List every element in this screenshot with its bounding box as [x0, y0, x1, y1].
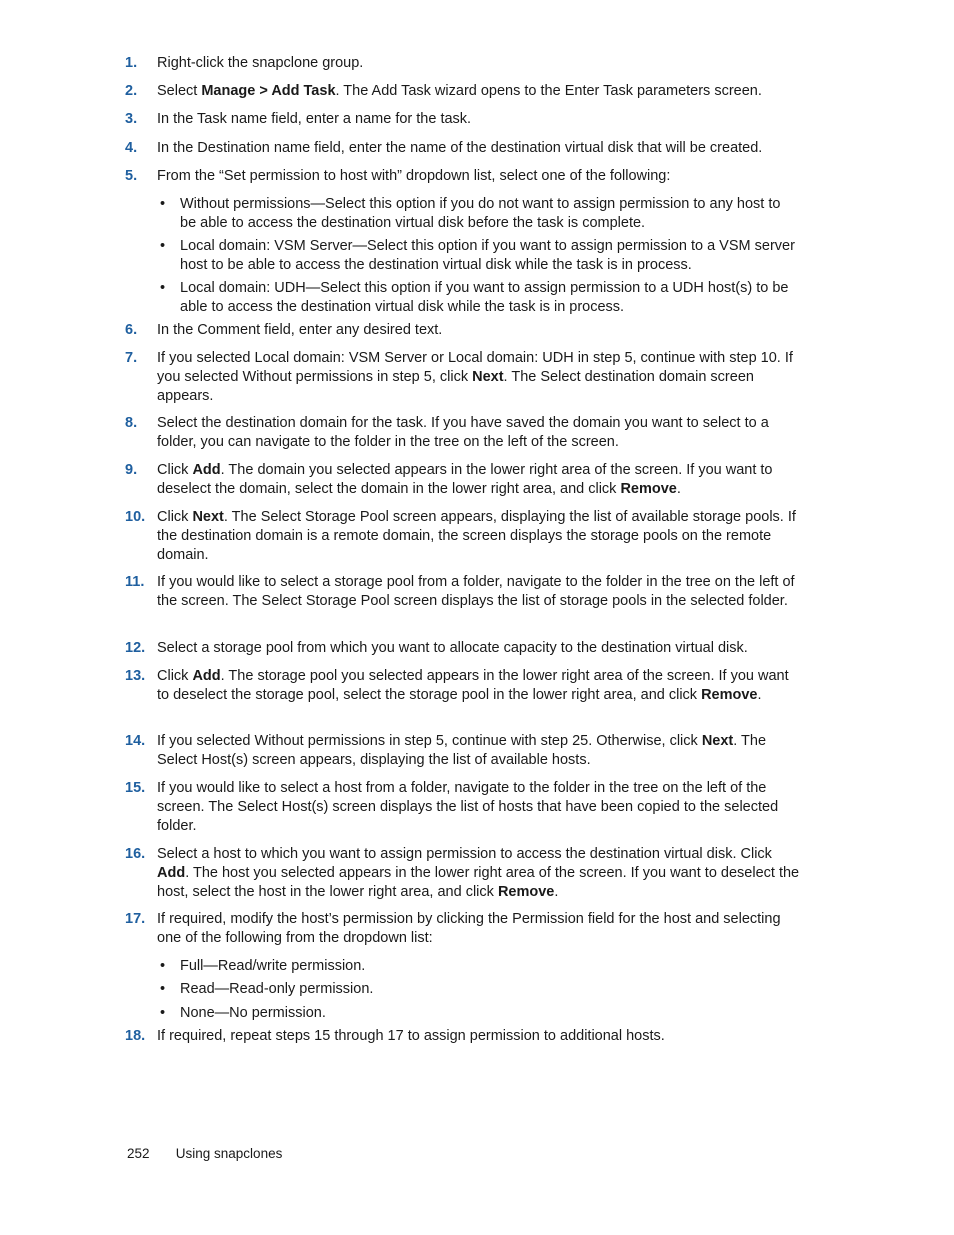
ui-term: Remove: [701, 687, 758, 703]
step-text: [157, 321, 803, 340]
step-text-run: If you selected Without permissions in step 5, continue with step 25. Otherwise, click: [157, 733, 702, 749]
step-text-run: . The host you selected appears in the lower right area of the screen. If you want to deselect the host, select the host in the lower right area, and click: [157, 865, 800, 900]
step-number: 12.: [125, 640, 146, 656]
step-number: 9.: [125, 462, 138, 478]
step-text: [157, 845, 803, 902]
step-text-run: Click: [157, 668, 193, 684]
step-text-run: Right-click the snapclone group.: [157, 55, 364, 71]
bullet-icon: •: [160, 1005, 166, 1021]
step-number: 5.: [125, 168, 138, 184]
step-text-run: . The storage pool you selected appears in the lower right area of the screen. If you want to deselect the storage pool, select the storage pool in the lower right area, and click: [157, 668, 789, 703]
step-text: [157, 54, 803, 73]
step-text-run: If required, repeat steps 15 through 17 to assign permission to additional hosts.: [157, 1028, 665, 1044]
step-number: 17.: [125, 911, 146, 927]
step-text-run: Click: [157, 462, 193, 478]
step-text-run: From the “Set permission to host with” dropdown list, select one of the following:: [157, 168, 671, 184]
step-text-run: In the Task name field, enter a name for the task.: [157, 111, 472, 127]
bullet-text: None—No permission.: [180, 1005, 326, 1021]
step-text-run: If you selected Local domain: VSM Server or Local domain: UDH in step 5, continue with step 10. If you selected Without permissions in step 5, click: [157, 350, 793, 385]
step-text: [157, 910, 803, 948]
ui-term: Add: [192, 668, 221, 684]
step-text: [157, 82, 803, 101]
step-text-run: In the Destination name field, enter the name of the destination virtual disk that will be created.: [157, 140, 763, 156]
step-number: 4.: [125, 140, 138, 156]
step-text-run: Select: [157, 83, 202, 99]
ui-term: Remove: [497, 884, 555, 900]
step-number: 2.: [125, 83, 138, 99]
step-text-run: .: [676, 481, 681, 497]
ui-term: Next: [192, 509, 224, 525]
bullet-text: Local domain: VSM Server—Select this option if you want to assign permission to a VSM server host to be able to access the destination virtual disk while the task is in process.: [180, 238, 795, 273]
step-text-run: . The Add Task wizard opens to the Enter Task parameters screen.: [335, 83, 762, 99]
step-text-run: .: [554, 884, 559, 900]
step-text: [157, 639, 803, 658]
step-number: 3.: [125, 111, 138, 127]
step-number: 16.: [125, 846, 146, 862]
bullet-text: Local domain: UDH—Select this option if you want to assign permission to a UDH host(s) to be able to access the destination virtual disk while the task is in process.: [180, 280, 789, 315]
step-text: [157, 414, 803, 452]
ui-term: Add: [157, 865, 186, 881]
step-number: 1.: [125, 55, 138, 71]
step-text-run: . The Select Storage Pool screen appears, displaying the list of available storage pools. If the destination domain is a remote domain, the screen displays the storage pools on the remote domain.: [157, 509, 796, 563]
step-text-run: .: [757, 687, 762, 703]
step-number: 11.: [125, 574, 145, 590]
step-text: [157, 508, 803, 565]
ui-term: Next: [472, 369, 504, 385]
step-number: 18.: [125, 1028, 146, 1044]
step-text: [157, 167, 803, 186]
step-text: [157, 139, 803, 158]
step-text: [157, 573, 803, 611]
step-text-run: If you would like to select a host from a folder, navigate to the folder in the tree on the left of the screen. The Select Host(s) screen displays the list of hosts that have been copied to the selected folder.: [157, 780, 779, 834]
step-text-run: . The Select Host(s) screen appears, displaying the list of available hosts.: [157, 733, 767, 768]
page-number: 252: [127, 1146, 150, 1161]
step-number: 13.: [125, 668, 146, 684]
step-number: 15.: [125, 780, 146, 796]
step-text-run: If you would like to select a storage pool from a folder, navigate to the folder in the tree on the left of the screen. The Select Storage Pool screen displays the list of storage pools in the selected folder.: [157, 574, 795, 609]
step-text-run: In the Comment field, enter any desired text.: [157, 322, 443, 338]
step-number: 8.: [125, 415, 138, 431]
step-number: 14.: [125, 733, 146, 749]
bullet-icon: •: [160, 238, 166, 254]
step-text: [157, 1027, 803, 1046]
step-number: 10.: [125, 509, 146, 525]
step-text-run: . The Select destination domain screen appears.: [157, 369, 754, 404]
bullet-icon: •: [160, 196, 166, 212]
step-text: [157, 732, 803, 770]
step-text-run: If required, modify the host’s permission by clicking the Permission field for the host and selecting one of the following from the dropdown list:: [157, 911, 781, 946]
step-number: 6.: [125, 322, 138, 338]
step-text: [157, 667, 803, 705]
step-text-run: Select a storage pool from which you want to allocate capacity to the destination virtual disk.: [157, 640, 748, 656]
step-text: [157, 349, 803, 406]
step-text-run: . The domain you selected appears in the lower right area of the screen. If you want to deselect the domain, select the domain in the lower right area, and click: [157, 462, 773, 497]
ui-term: Next: [701, 733, 734, 749]
ui-term: Add: [192, 462, 221, 478]
page-footer: [127, 1145, 282, 1163]
bullet-icon: •: [160, 958, 166, 974]
step-text-run: Select a host to which you want to assign permission to access the destination virtual disk. Click: [157, 846, 772, 862]
step-text: [157, 779, 803, 836]
step-text: [157, 110, 803, 129]
bullet-text: Without permissions—Select this option if you do not want to assign permission to any host to be able to access the destination virtual disk before the task is complete.: [180, 196, 781, 231]
bullet-icon: •: [160, 280, 166, 296]
ui-term: Remove: [620, 481, 677, 497]
bullet-text: Read—Read-only permission.: [180, 981, 374, 997]
step-text-run: Click: [157, 509, 193, 525]
step-number: 7.: [125, 350, 138, 366]
bullet-icon: •: [160, 981, 166, 997]
ui-term: Manage > Add Task: [201, 83, 336, 99]
step-text-run: Select the destination domain for the task. If you have saved the domain you want to select to a folder, you can navigate to the folder in the tree on the left of the screen.: [157, 415, 769, 450]
footer-section-title: Using snapclones: [175, 1146, 283, 1161]
step-text: [157, 461, 803, 499]
bullet-text: Full—Read/write permission.: [180, 958, 366, 974]
